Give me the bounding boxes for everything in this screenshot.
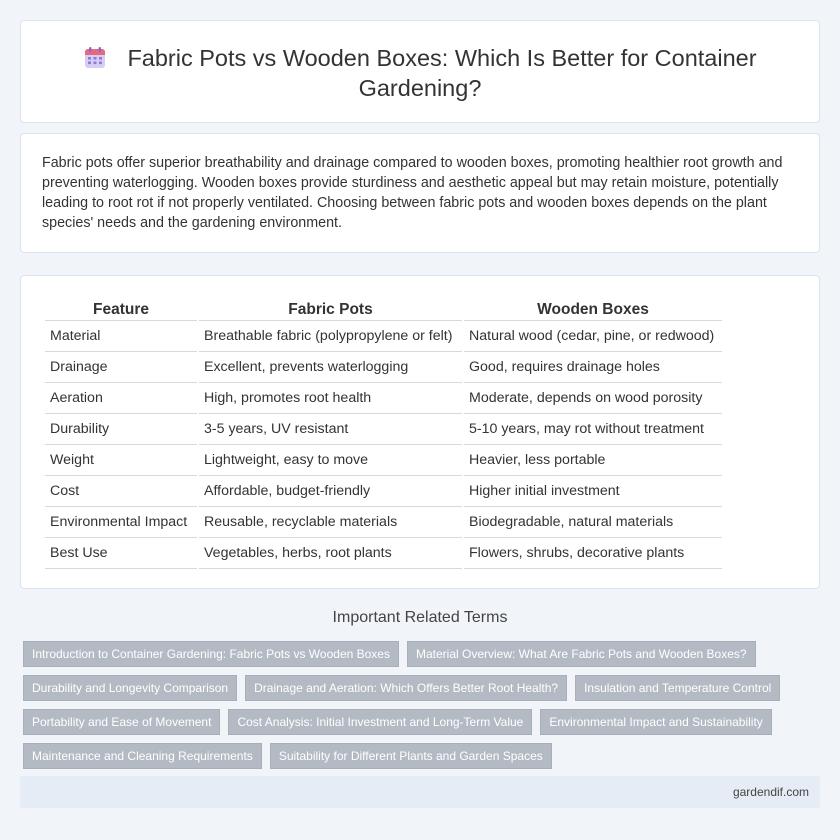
related-terms-tags (23, 641, 803, 777)
fabric-cell: Vegetables, herbs, root plants (199, 538, 462, 569)
feature-cell: Aeration (45, 383, 197, 414)
related-tag[interactable]: Maintenance and Cleaning Requirements (23, 743, 262, 769)
table-row (45, 414, 722, 445)
related-tag[interactable]: Drainage and Aeration: Which Offers Better Root Health? (245, 675, 567, 701)
table-row (45, 538, 722, 569)
table-row (45, 507, 722, 538)
feature-cell: Weight (45, 445, 197, 476)
related-tag[interactable]: Introduction to Container Gardening: Fabric Pots vs Wooden Boxes (23, 641, 399, 667)
fabric-cell: Reusable, recyclable materials (199, 507, 462, 538)
wooden-cell: Heavier, less portable (464, 445, 722, 476)
table-row (45, 321, 722, 352)
feature-cell: Environmental Impact (45, 507, 197, 538)
fabric-cell: Lightweight, easy to move (199, 445, 462, 476)
related-terms-title: Important Related Terms (332, 609, 508, 626)
related-tag[interactable]: Insulation and Temperature Control (575, 675, 780, 701)
fabric-cell: 3-5 years, UV resistant (199, 414, 462, 445)
fabric-cell: Breathable fabric (polypropylene or felt) (199, 321, 462, 352)
footer-site-link[interactable]: gardendif.com (732, 785, 809, 799)
wooden-cell: Moderate, depends on wood porosity (464, 383, 722, 414)
wooden-cell: Good, requires drainage holes (464, 352, 722, 383)
table-row (45, 352, 722, 383)
feature-cell: Material (45, 321, 197, 352)
feature-cell: Durability (45, 414, 197, 445)
wooden-cell: Biodegradable, natural materials (464, 507, 722, 538)
header-feature: Feature (45, 296, 197, 321)
feature-cell: Drainage (45, 352, 197, 383)
related-tag[interactable]: Cost Analysis: Initial Investment and Long-Term Value (228, 709, 532, 735)
wooden-cell: Higher initial investment (464, 476, 722, 507)
page-title-wrap (61, 43, 779, 103)
intro-card (20, 133, 820, 253)
header-wooden-boxes: Wooden Boxes (464, 296, 722, 321)
fabric-cell: High, promotes root health (199, 383, 462, 414)
table-row (45, 476, 722, 507)
feature-cell: Best Use (45, 538, 197, 569)
table-header-row (45, 296, 722, 321)
wooden-cell: 5-10 years, may rot without treatment (464, 414, 722, 445)
comparison-card (20, 275, 820, 589)
fabric-cell: Excellent, prevents waterlogging (199, 352, 462, 383)
related-tag[interactable]: Material Overview: What Are Fabric Pots and Wooden Boxes? (407, 641, 756, 667)
related-tag[interactable]: Durability and Longevity Comparison (23, 675, 237, 701)
comparison-table (43, 296, 724, 569)
related-tag[interactable]: Portability and Ease of Movement (23, 709, 220, 735)
related-tag[interactable]: Environmental Impact and Sustainability (540, 709, 771, 735)
feature-cell: Cost (45, 476, 197, 507)
wooden-cell: Flowers, shrubs, decorative plants (464, 538, 722, 569)
page-title: Fabric Pots vs Wooden Boxes: Which Is Better for Container Gardening? (127, 45, 757, 101)
fabric-cell: Affordable, budget-friendly (199, 476, 462, 507)
footer (20, 776, 820, 808)
table-row (45, 383, 722, 414)
wooden-cell: Natural wood (cedar, pine, or redwood) (464, 321, 722, 352)
calendar-icon (83, 46, 107, 70)
header-fabric-pots: Fabric Pots (199, 296, 462, 321)
table-row (45, 445, 722, 476)
intro-paragraph: Fabric pots offer superior breathability and drainage compared to wooden boxes, promoting healthier root growth and preventing waterlogging. Wooden boxes provide sturdiness and aesthetic appeal but may retain moisture, potentially leading to root rot if not properly ventilated. Choosing between fabric pots and wooden boxes depends on the plant species' needs and the gardening environment. (42, 155, 783, 231)
title-card (20, 20, 820, 123)
related-tag[interactable]: Suitability for Different Plants and Garden Spaces (270, 743, 552, 769)
